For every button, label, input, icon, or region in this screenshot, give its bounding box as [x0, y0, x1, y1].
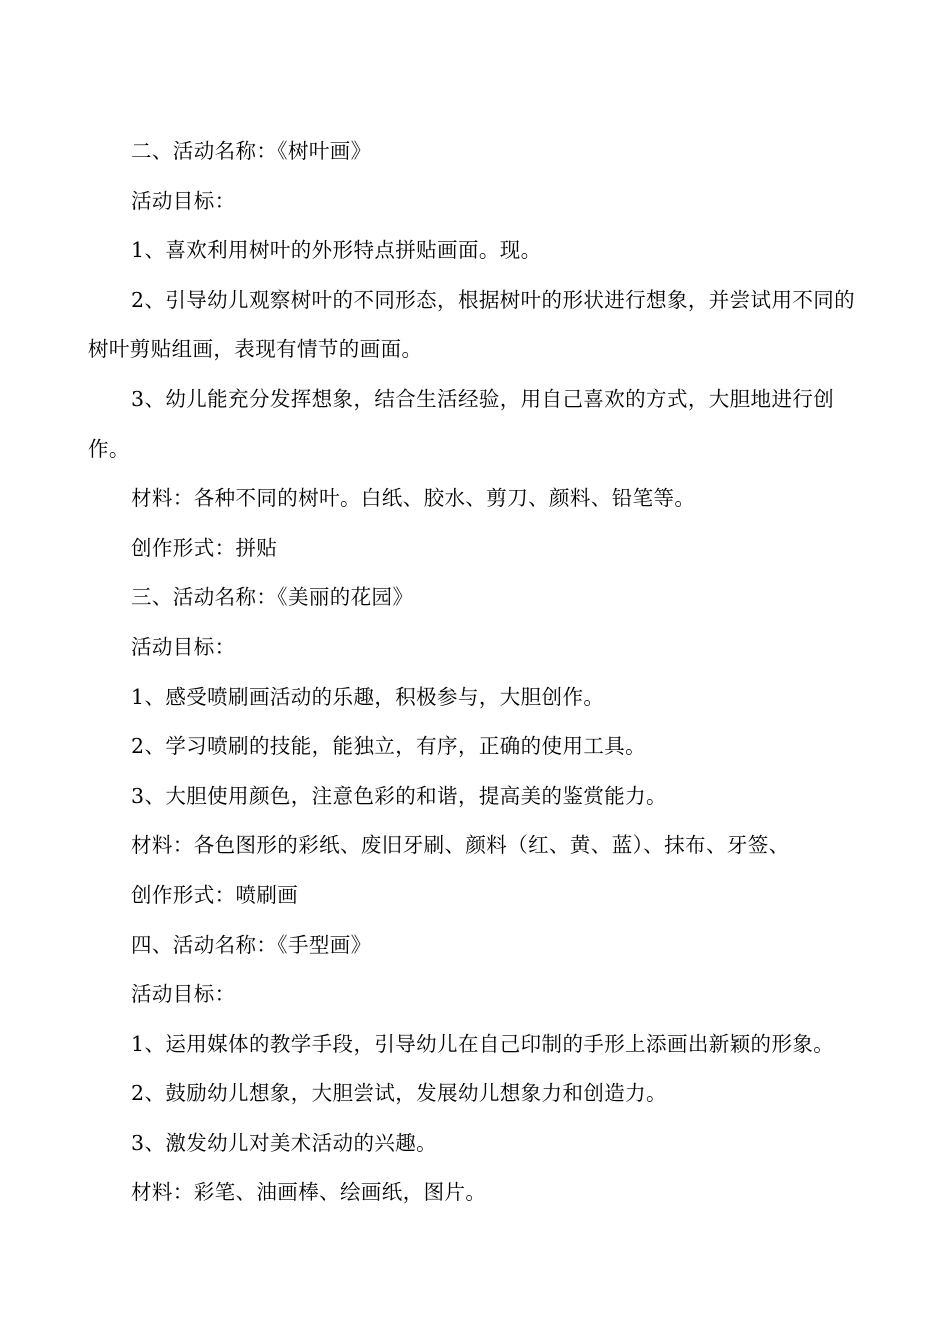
section-heading-hand-painting: 四、活动名称：《手型画》 — [131, 932, 372, 957]
section-heading-beautiful-garden: 三、活动名称：《美丽的花园》 — [131, 585, 414, 610]
objective-item: 2、鼓励幼儿想象，大胆尝试，发展幼儿想象力和创造力。 — [131, 1081, 667, 1106]
objective-item: 1、喜欢利用树叶的外形特点拼贴画面。现。 — [131, 238, 542, 263]
objectives-label: 活动目标： — [131, 982, 236, 1007]
creation-form-line: 创作形式：喷刷画 — [131, 882, 299, 907]
document-page — [88, 127, 864, 1218]
objective-item: 3、幼儿能充分发挥想象，结合生活经验，用自己喜欢的方式，大胆地进行创作。 — [88, 386, 835, 461]
objective-item: 3、激发幼儿对美术活动的兴趣。 — [131, 1130, 438, 1155]
materials-line: 材料：各色图形的彩纸、废旧牙刷、颜料（红、黄、蓝）、抹布、牙签、 — [131, 833, 790, 858]
section-heading-leaf-painting: 二、活动名称：《树叶画》 — [131, 139, 372, 163]
objective-item: 1、运用媒体的教学手段，引导幼儿在自己印制的手形上添画出新颖的形象。 — [131, 1031, 835, 1056]
materials-line: 材料：彩笔、油画棒、绘画纸，图片。 — [131, 1180, 487, 1205]
objective-item: 2、引导幼儿观察树叶的不同形态，根据树叶的形状进行想象，并尝试用不同的树叶剪贴组画，表现有情节的画面。 — [88, 287, 856, 362]
objective-item: 1、感受喷刷画活动的乐趣，积极参与，大胆创作。 — [131, 684, 605, 709]
creation-form-line: 创作形式：拼贴 — [131, 535, 278, 560]
objective-item: 3、大胆使用颜色，注意色彩的和谐，提高美的鉴赏能力。 — [131, 783, 667, 808]
objectives-label: 活动目标： — [131, 188, 236, 213]
objective-item: 2、学习喷刷的技能，能独立，有序，正确的使用工具。 — [131, 734, 647, 759]
materials-line: 材料：各种不同的树叶。白纸、胶水、剪刀、颜料、铅笔等。 — [131, 486, 696, 511]
objectives-label: 活动目标： — [131, 634, 236, 659]
